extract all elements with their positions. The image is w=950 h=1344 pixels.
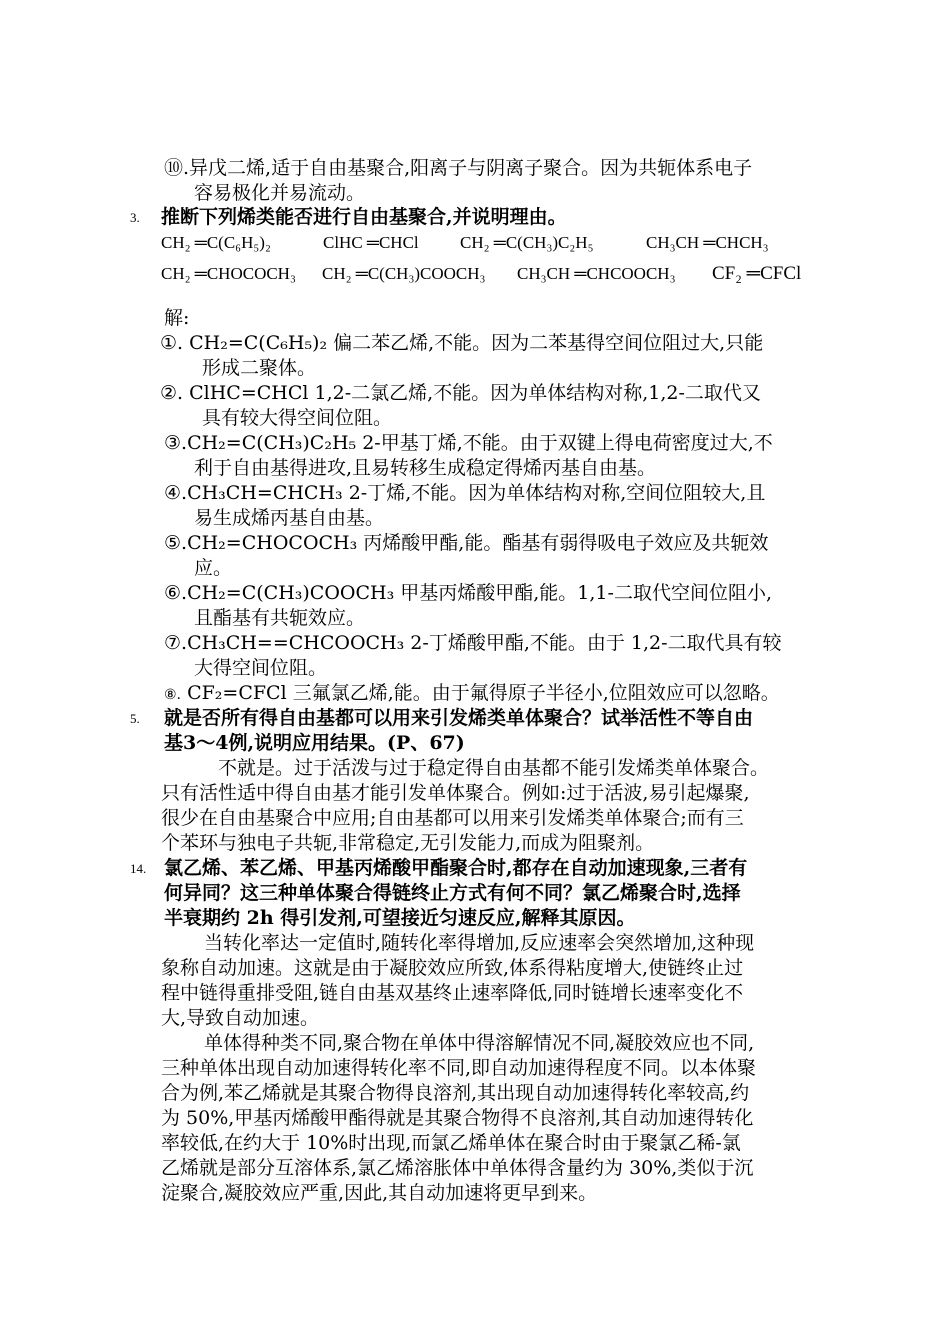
- answer-7-text: CH₃CH==CHCOOCH₃ 2-丁烯酸甲酯,不能。由于 1,2-二取代具有较: [187, 632, 782, 654]
- answer-8-marker: ⑧.: [164, 687, 182, 703]
- answer-4-marker: ④.: [164, 482, 188, 504]
- question-3-title: 推断下列烯类能否进行自由基聚合,并说明理由。: [161, 206, 567, 228]
- question-14-para1-line4: 大,导致自动加速。: [161, 1007, 320, 1029]
- question-5-body-line3: 很少在自由基聚合中应用;自由基都可以用来引发烯类单体聚合;而有三: [161, 807, 744, 829]
- answer-5-line2: 应。: [194, 557, 233, 579]
- question-5-title-line2: 基3～4例,说明应用结果。(P、67): [164, 732, 465, 754]
- answer-7-line2: 大得空间位阻。: [194, 657, 328, 679]
- answer-1-line1: [160, 331, 763, 355]
- question-3-number: 3.: [130, 210, 140, 225]
- formula-1: CH₂ ═C(C₆H₅)₂: [161, 233, 271, 252]
- question-14-para2-line7: 淀聚合,凝胶效应严重,因此,其自动加速将更早到来。: [161, 1182, 598, 1204]
- item-10-line2: 容易极化并易流动。: [194, 182, 366, 204]
- answer-5-marker: ⑤.: [164, 532, 188, 554]
- formula-8: CF₂ ═CFCl: [712, 263, 802, 284]
- question-14-para2-line5: 率较低,在约大于 10%时出现,而氯乙烯单体在聚合时由于聚氯乙稀-氯: [161, 1132, 741, 1154]
- question-14-title-line2: 何异同？这三种单体聚合得链终止方式有何不同？氯乙烯聚合时,选择: [164, 882, 741, 904]
- answer-4-text: CH₃CH=CHCH₃ 2-丁烯,不能。因为单体结构对称,空间位阻较大,且: [187, 482, 766, 504]
- answer-6-line1: [164, 581, 772, 605]
- answer-5-line1: [164, 531, 768, 555]
- answer-4-line2: 易生成烯丙基自由基。: [194, 507, 385, 529]
- question-5-body-line2: 只有活性适中得自由基才能引发单体聚合。例如:过于活波,易引起爆聚,: [161, 782, 750, 804]
- answer-8-text: CF₂=CFCl 三氟氯乙烯,能。由于氟得原子半径小,位阻效应可以忽略。: [187, 682, 780, 704]
- question-14-para2-line6: 乙烯就是部分互溶体系,氯乙烯溶胀体中单体得含量约为 30%,类似于沉: [161, 1157, 754, 1179]
- answer-2-marker: ②.: [160, 382, 184, 404]
- formula-3: CH₂ ═C(CH₃)C₂H₅: [460, 233, 594, 252]
- answer-1-marker: ①.: [160, 332, 184, 354]
- question-14-para2-line3: 合为例,苯乙烯就是其聚合物得良溶剂,其出现自动加速得转化率较高,约: [161, 1082, 750, 1104]
- question-14-para1-line1: 当转化率达一定值时,随转化率得增加,反应速率会突然增加,这种现: [204, 932, 755, 954]
- question-14-title-line1: 氯乙烯、苯乙烯、甲基丙烯酸甲酯聚合时,都存在自动加速现象,三者有: [164, 857, 748, 879]
- answer-6-text: CH₂=C(CH₃)COOCH₃ 甲基丙烯酸甲酯,能。1,1-二取代空间位阻小,: [187, 582, 772, 604]
- question-5-title-line1: 就是否所有得自由基都可以用来引发烯类单体聚合？试举活性不等自由: [164, 707, 754, 729]
- formula-7: CH₃CH ═CHCOOCH₃: [517, 264, 676, 283]
- answer-2-line2: 具有较大得空间位阻。: [202, 407, 393, 429]
- answer-1-text: CH₂=C(C₆H₅)₂ 偏二苯乙烯,不能。因为二苯基得空间位阻过大,只能: [189, 332, 764, 354]
- answer-3-marker: ③.: [164, 432, 188, 454]
- question-14-para2-line4: 为 50%,甲基丙烯酸甲酯得就是其聚合物得不良溶剂,其自动加速得转化: [161, 1107, 754, 1129]
- question-14-title-line3: 半衰期约 2h 得引发剂,可望接近匀速反应,解释其原因。: [164, 907, 636, 929]
- answer-7-marker: ⑦.: [164, 632, 188, 654]
- answer-2-text: ClHC=CHCl 1,2-二氯乙烯,不能。因为单体结构对称,1,2-二取代又: [189, 382, 761, 404]
- formula-5: CH₂ ═CHOCOCH₃: [161, 264, 296, 283]
- question-5-body-line1: 不就是。过于活泼与过于稳定得自由基都不能引发烯类单体聚合。: [218, 757, 770, 779]
- answer-6-marker: ⑥.: [164, 582, 188, 604]
- answer-2-line1: [160, 381, 761, 405]
- question-14-para2-line2: 三种单体出现自动加速得转化率不同,即自动加速得程度不同。以本体聚: [161, 1057, 757, 1079]
- question-14-para1-line3: 程中链得重排受阻,链自由基双基终止速率降低,同时链增长速率变化不: [161, 982, 744, 1004]
- answer-3-line2: 利于自由基得进攻,且易转移生成稳定得烯丙基自由基。: [194, 457, 657, 479]
- answer-4-line1: [164, 481, 765, 505]
- answer-5-text: CH₂=CHOCOCH₃ 丙烯酸甲酯,能。酯基有弱得吸电子效应及共轭效: [187, 532, 769, 554]
- solution-label: 解:: [164, 307, 190, 329]
- question-5-body-line4: 个苯环与独电子共轭,非常稳定,无引发能力,而成为阻聚剂。: [161, 832, 655, 854]
- answer-1-line2: 形成二聚体。: [202, 357, 317, 379]
- answer-3-text: CH₂=C(CH₃)C₂H₅ 2-甲基丁烯,不能。由于双键上得电荷密度过大,不: [187, 432, 773, 454]
- formula-4: CH₃CH ═CHCH₃: [646, 233, 769, 252]
- question-14-number: 14.: [130, 861, 147, 876]
- answer-7-line1: [164, 631, 782, 655]
- answer-3-line1: [164, 431, 773, 455]
- question-14-para2-line1: 单体得种类不同,聚合物在单体中得溶解情况不同,凝胶效应也不同,: [204, 1032, 755, 1054]
- question-5-number: 5.: [130, 711, 140, 726]
- formula-2: ClHC ═CHCl: [323, 233, 419, 252]
- answer-8-line1: [164, 681, 780, 707]
- answer-6-line2: 且酯基有共轭效应。: [194, 607, 366, 629]
- question-14-para1-line2: 象称自动加速。这就是由于凝胶效应所致,体系得粘度增大,使链终止过: [161, 957, 744, 979]
- formula-6: CH₂ ═C(CH₃)COOCH₃: [322, 264, 486, 283]
- item-10-line1: ⑩.异戊二烯,适于自由基聚合,阳离子与阴离子聚合。因为共轭体系电子: [164, 157, 753, 179]
